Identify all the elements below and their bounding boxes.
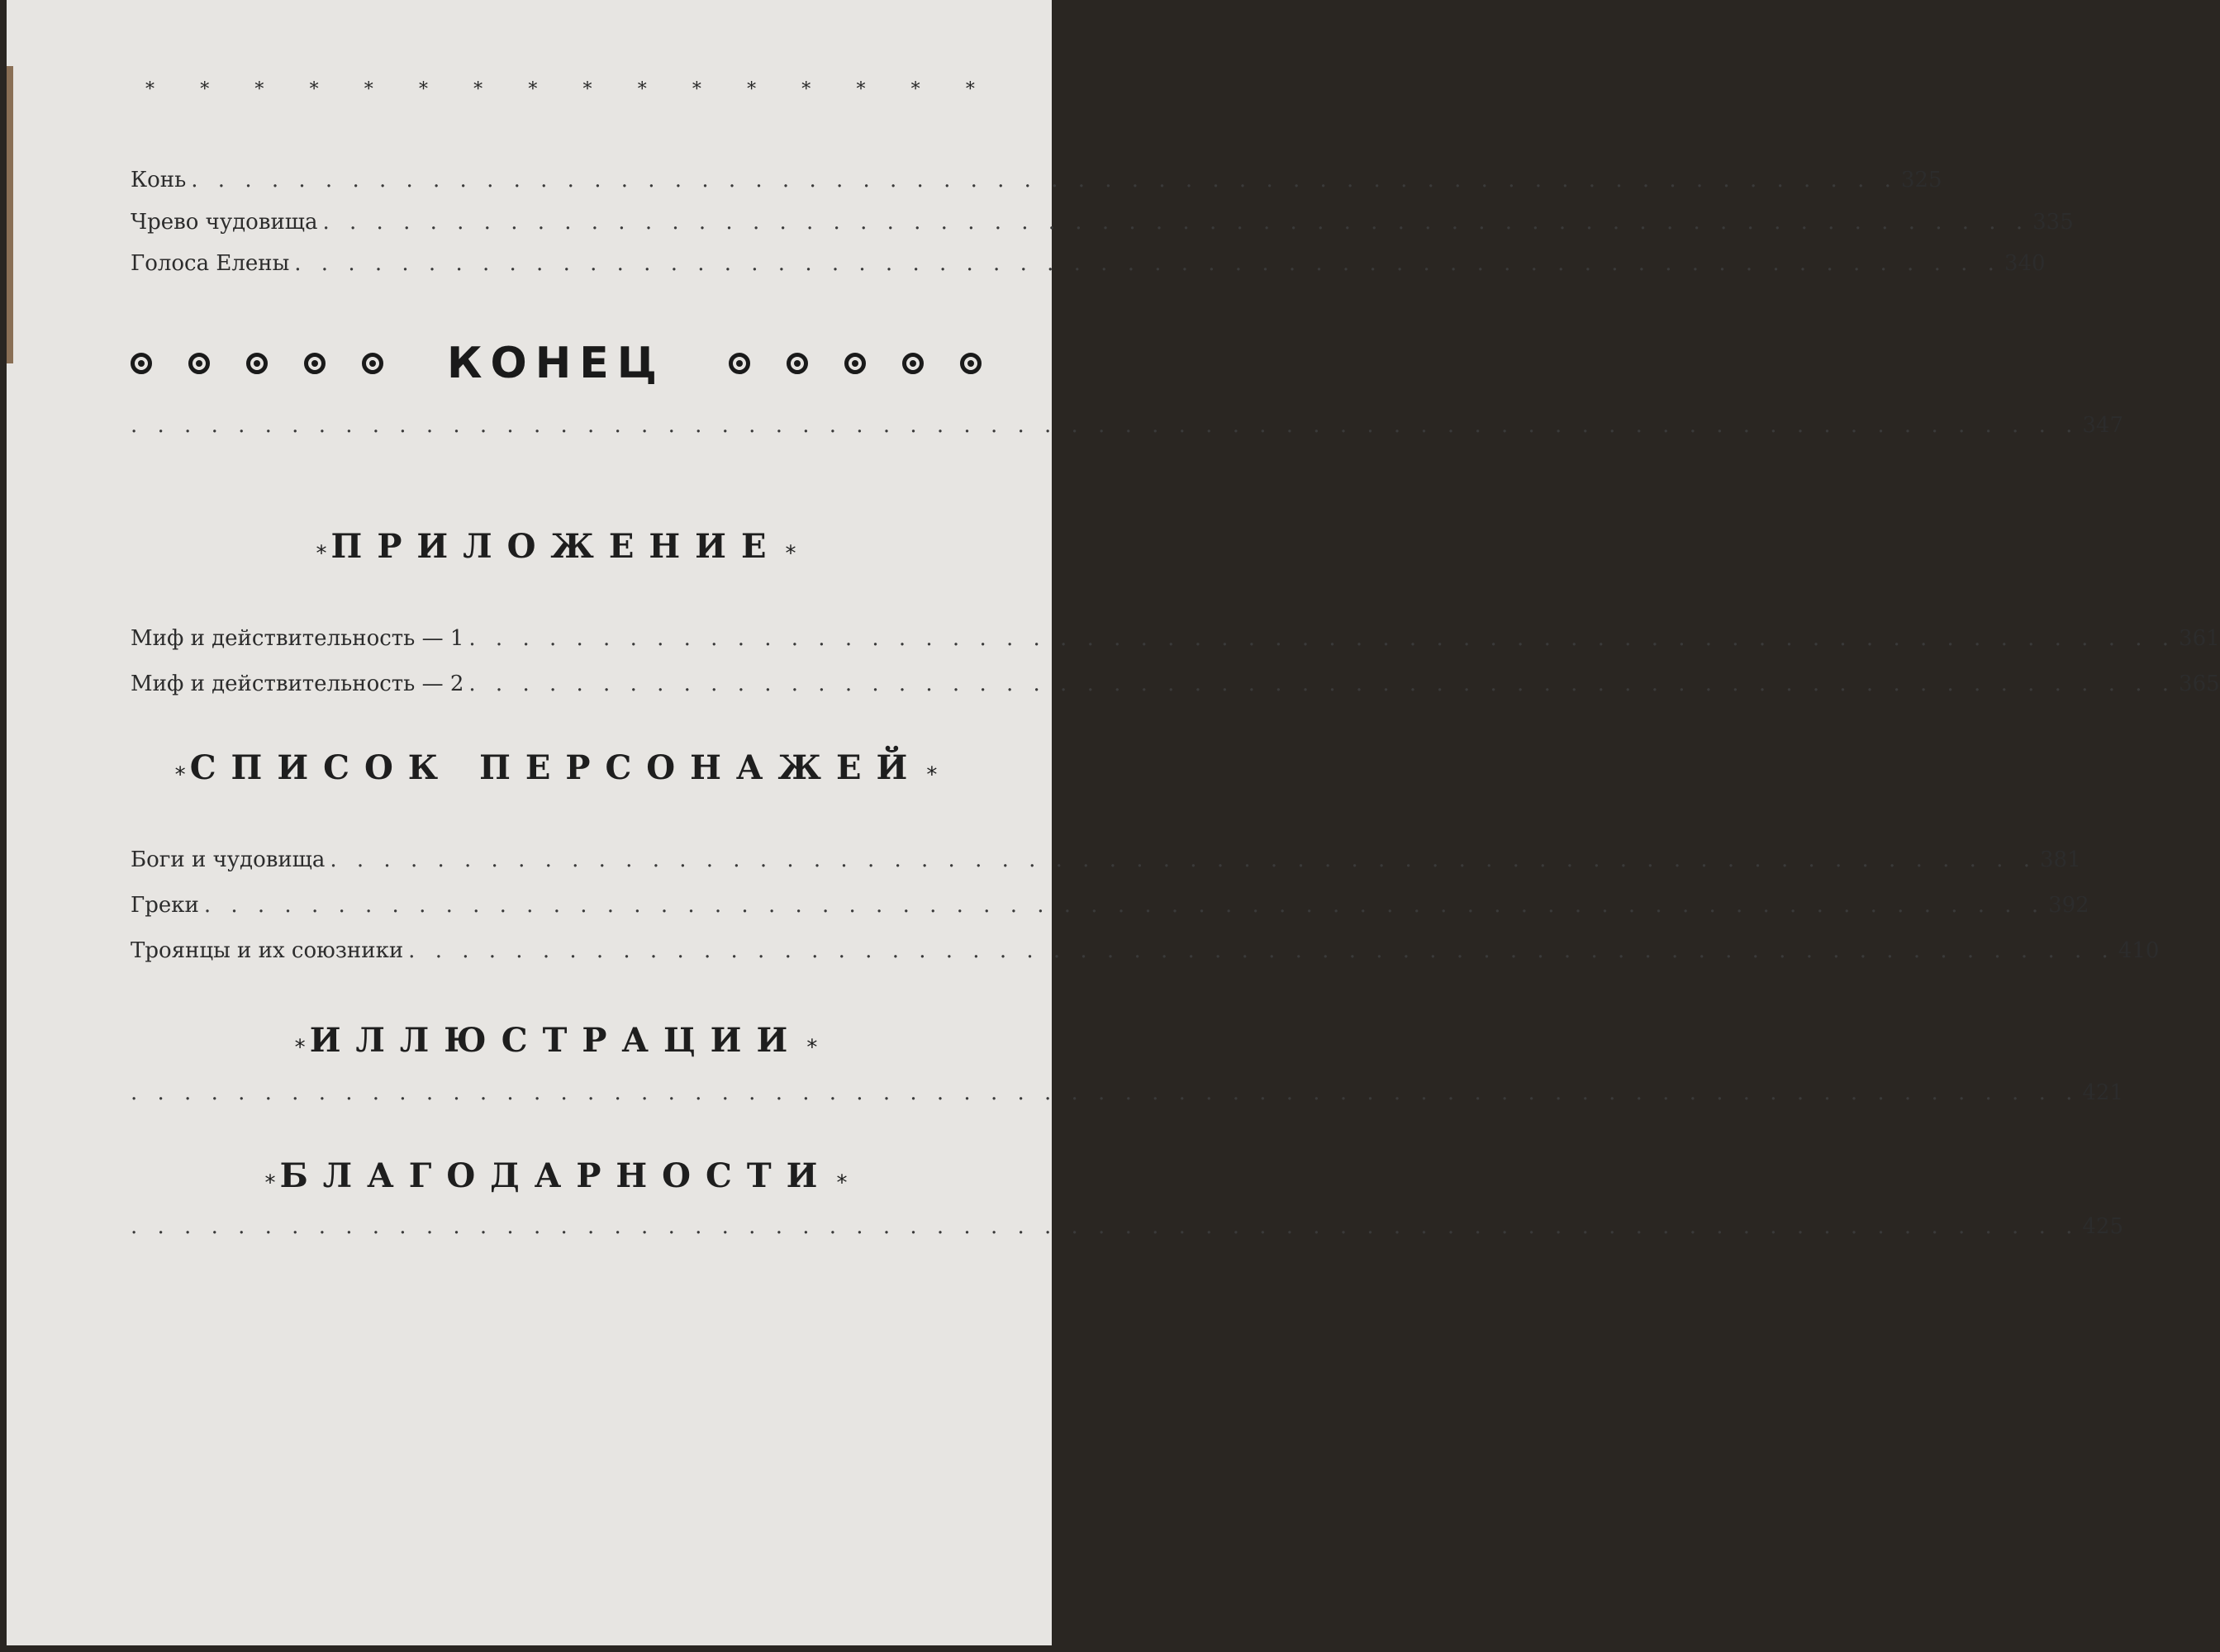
toc-entry-page: 381 xyxy=(2039,847,2081,872)
toc-entry-title: Миф и действительность — 1 xyxy=(131,626,464,651)
star-ornament-icon: * xyxy=(294,1035,306,1061)
toc-entry-page: 365 xyxy=(2179,672,2220,696)
star-ornament-icon: * xyxy=(254,79,264,100)
characters-heading xyxy=(131,748,982,788)
toc-entry-chrevo[interactable] xyxy=(131,210,2074,235)
toc-entry-myth-1[interactable] xyxy=(131,626,2220,651)
star-ornament-icon: * xyxy=(910,79,920,100)
ring-ornament-icon xyxy=(729,353,750,374)
toc-leader-dots: . . . . . . . . . . . . . . . . . . . . . . . . . . . . . . . . . . . . . . . . . . . . . . . . . . . . . . . . . . . . . . . . xyxy=(468,626,2176,651)
appendix-heading xyxy=(131,527,982,567)
toc-leader-dots: . . . . . . . . . . . . . . . . . . . . . . . . . . . . . . . . . . . . . . . . . . . . . . . . . . . . . . . . . . . . . . . . xyxy=(191,168,1898,192)
star-ornament-icon: * xyxy=(174,762,186,788)
star-ornament-icon: * xyxy=(418,79,428,100)
toc-leader-dots: . . . . . . . . . . . . . . . . . . . . . . . . . . . . . . . . . . . . . . . . . . . . . . . . . . . . . . . . . . . . . . . . . . . . . . . . . xyxy=(131,1080,2080,1105)
ring-ornament-left xyxy=(131,353,383,374)
toc-entry-illustrations[interactable] xyxy=(131,1080,2124,1105)
toc-entry-title: Миф и действительность — 2 xyxy=(131,672,464,696)
acknowledgements-heading xyxy=(131,1156,982,1196)
toc-entry-page: 392 xyxy=(2048,893,2089,918)
ring-ornament-icon xyxy=(960,353,982,374)
star-ornament-icon: * xyxy=(965,79,975,100)
toc-entry-page: 325 xyxy=(1900,168,1942,192)
toc-entry-title: Голоса Елены xyxy=(131,251,290,276)
toc-entry-page: 340 xyxy=(2004,251,2046,276)
toc-entry-myth-2[interactable] xyxy=(131,672,2220,696)
toc-leader-dots: . . . . . . . . . . . . . . . . . . . . . . . . . . . . . . . . . . . . . . . . . . . . . . . . . . . . . . . . . . . . . . . . . . . . . . . . . xyxy=(131,413,2080,438)
toc-entry-page: 425 xyxy=(2082,1214,2124,1239)
ornament-star-row xyxy=(145,81,975,99)
star-ornament-icon: * xyxy=(785,541,796,567)
star-ornament-icon: * xyxy=(309,79,319,100)
ring-ornament-icon xyxy=(844,353,866,374)
star-ornament-icon: * xyxy=(806,1035,818,1061)
acknowledgements-heading-text: БЛАГОДАРНОСТИ xyxy=(279,1156,833,1195)
star-ornament-icon: * xyxy=(747,79,757,100)
toc-entry-page: 347 xyxy=(2082,413,2124,438)
toc-entry-end[interactable] xyxy=(131,413,2124,438)
end-heading-text: КОНЕЦ xyxy=(447,339,665,388)
toc-leader-dots: . . . . . . . . . . . . . . . . . . . . . . . . . . . . . . . . . . . . . . . . . . . . . . . . . . . . . . . . . . . . . . . . xyxy=(468,672,2176,696)
toc-entry-title: Конь xyxy=(131,168,187,192)
toc-leader-dots: . . . . . . . . . . . . . . . . . . . . . . . . . . . . . . . . . . . . . . . . . . . . . . . . . . . . . . . . . . . . . . . . xyxy=(408,938,2115,963)
end-heading xyxy=(131,339,982,388)
toc-leader-dots: . . . . . . . . . . . . . . . . . . . . . . . . . . . . . . . . . . . . . . . . . . . . . . . . . . . . . . . . . . . . . . . . xyxy=(330,847,2037,872)
toc-leader-dots: . . . . . . . . . . . . . . . . . . . . . . . . . . . . . . . . . . . . . . . . . . . . . . . . . . . . . . . . . . . . . . . . . . . . . . . . . xyxy=(131,1214,2080,1239)
star-ornament-icon: * xyxy=(692,79,701,100)
star-ornament-icon: * xyxy=(836,1170,848,1196)
star-ornament-icon: * xyxy=(801,79,811,100)
appendix-heading-text: ПРИЛОЖЕНИЕ xyxy=(330,527,782,566)
toc-leader-dots: . . . . . . . . . . . . . . . . . . . . . . . . . . . . . . . . . . . . . . . . . . . . . . . . . . . . . . . . . . . . . . . . xyxy=(294,251,2001,276)
toc-leader-dots: . . . . . . . . . . . . . . . . . . . . . . . . . . . . . . . . . . . . . . . . . . . . . . . . . . . . . . . . . . . . . . . . xyxy=(322,210,2030,235)
star-ornament-icon: * xyxy=(264,1170,276,1196)
toc-entry-kon[interactable] xyxy=(131,168,1942,192)
toc-entry-page: 410 xyxy=(2118,938,2160,963)
toc-entry-page: 335 xyxy=(2032,210,2074,235)
star-ornament-icon: * xyxy=(200,79,210,100)
toc-entry-greeks[interactable] xyxy=(131,893,2089,918)
toc-entry-title: Греки xyxy=(131,893,199,918)
toc-entry-acknowledgements[interactable] xyxy=(131,1214,2124,1239)
ring-ornament-icon xyxy=(304,353,326,374)
ring-ornament-icon xyxy=(362,353,383,374)
page-edge xyxy=(7,66,13,363)
ring-ornament-icon xyxy=(246,353,268,374)
star-ornament-icon: * xyxy=(926,762,938,788)
toc-entry-page: 421 xyxy=(2082,1080,2124,1105)
ring-ornament-icon xyxy=(787,353,808,374)
ring-ornament-icon xyxy=(131,353,152,374)
toc-entry-page: 361 xyxy=(2179,626,2220,651)
star-ornament-icon: * xyxy=(145,79,154,100)
star-ornament-icon: * xyxy=(528,79,538,100)
book-page xyxy=(7,0,2220,1645)
star-ornament-icon: * xyxy=(637,79,647,100)
toc-entry-title: Боги и чудовища xyxy=(131,847,326,872)
toc-entry-gods[interactable] xyxy=(131,847,2081,872)
star-ornament-icon: * xyxy=(473,79,483,100)
toc-entry-title: Троянцы и их союзники xyxy=(131,938,404,963)
star-ornament-icon: * xyxy=(582,79,592,100)
toc-leader-dots: . . . . . . . . . . . . . . . . . . . . . . . . . . . . . . . . . . . . . . . . . . . . . . . . . . . . . . . . . . . . . . . . . . . . . xyxy=(203,893,2046,918)
toc-entry-title: Чрево чудовища xyxy=(131,210,318,235)
star-ornament-icon: * xyxy=(364,79,373,100)
ring-ornament-right xyxy=(729,353,982,374)
illustrations-heading-text: ИЛЛЮСТРАЦИИ xyxy=(309,1021,803,1060)
characters-heading-text: СПИСОК ПЕРСОНАЖЕЙ xyxy=(189,748,923,787)
toc-entry-trojans[interactable] xyxy=(131,938,2160,963)
illustrations-heading xyxy=(131,1021,982,1061)
toc-entry-golosa[interactable] xyxy=(131,251,2046,276)
ring-ornament-icon xyxy=(902,353,924,374)
star-ornament-icon: * xyxy=(316,541,327,567)
ring-ornament-icon xyxy=(188,353,210,374)
star-ornament-icon: * xyxy=(856,79,866,100)
